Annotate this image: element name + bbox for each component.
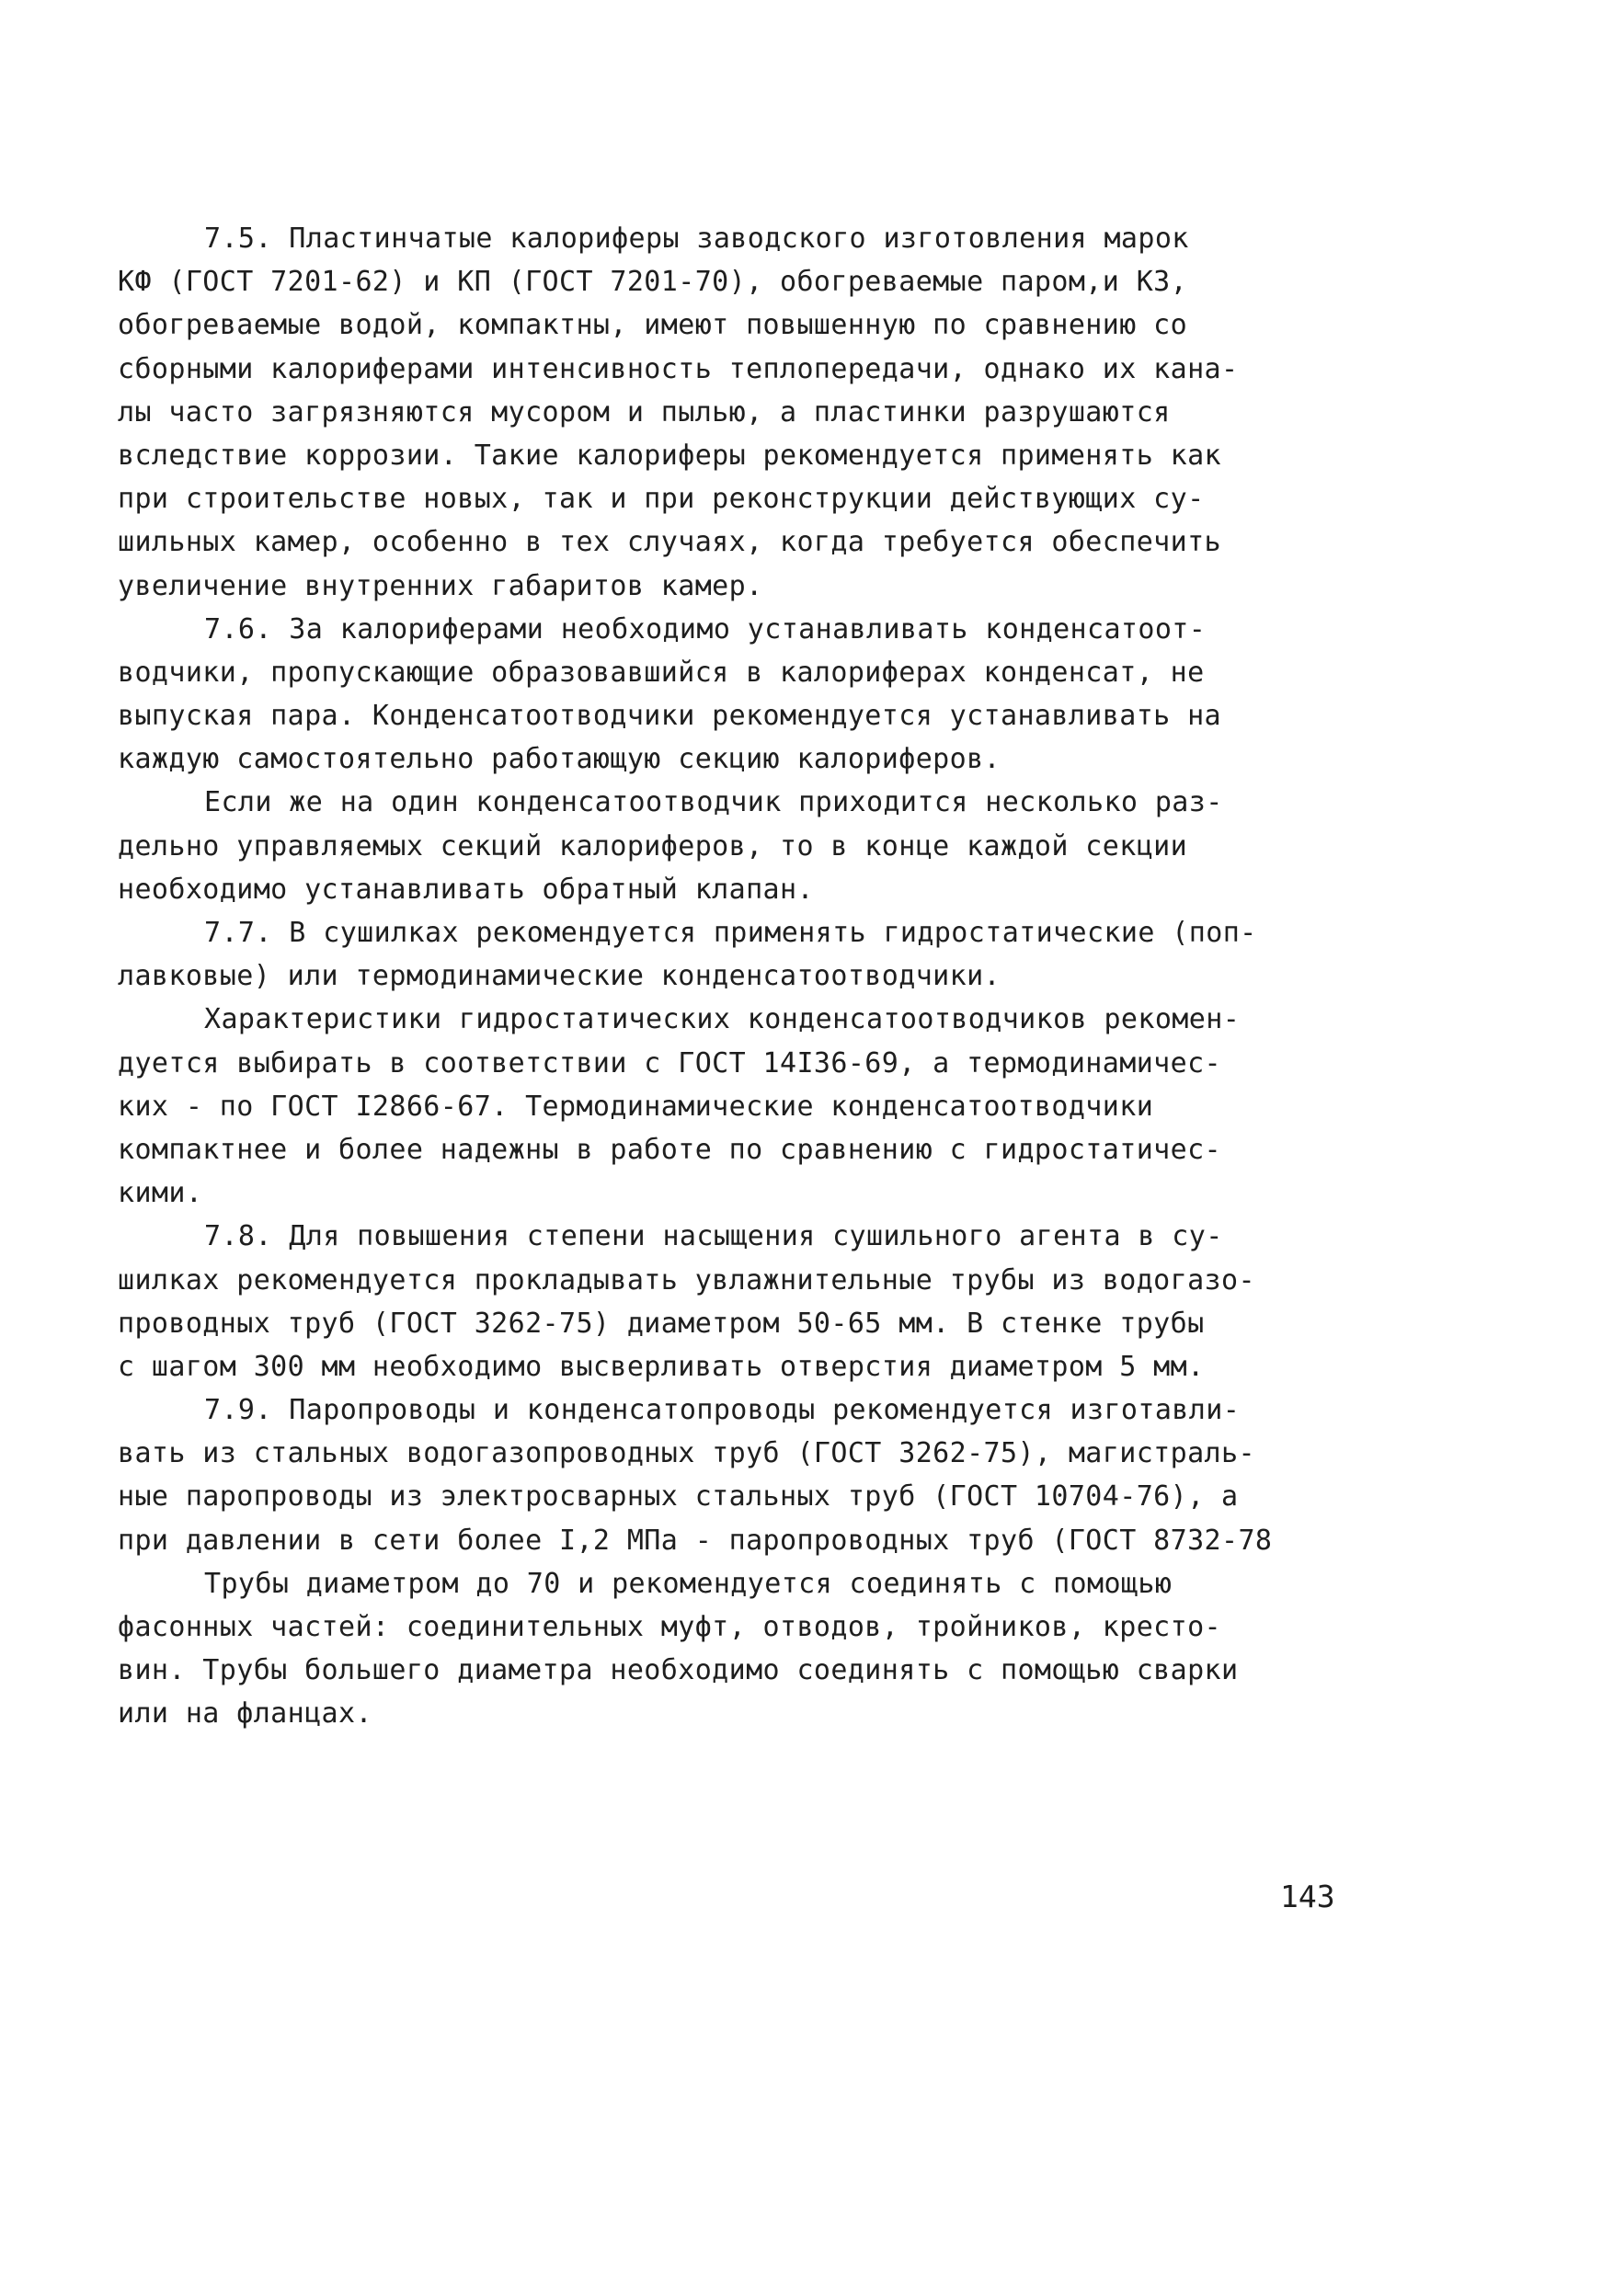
text-line: 7.5. Пластинчатые калориферы заводского изготовления марок <box>204 223 1189 255</box>
text-line: 7.7. В сушилках рекомендуется применять гидростатические (поп- <box>204 917 1257 949</box>
text-line: 7.8. Для повышения степени насыщения сушильного агента в су- <box>204 1220 1223 1253</box>
text-line: Если же на один конденсатоотводчик приходится несколько раз- <box>204 786 1223 819</box>
text-line: при давлении в сети более I,2 МПа - паропроводных труб (ГОСТ 8732-78 <box>118 1524 1273 1557</box>
text-line: водчики, пропускающие образовавшийся в калориферах конденсат, не <box>118 656 1205 689</box>
text-line: 7.9. Паропроводы и конденсатопроводы рекомендуется изготавли- <box>204 1394 1241 1427</box>
text-line: каждую самостоятельно работающую секцию калориферов. <box>118 743 1001 776</box>
text-line: кими. <box>118 1177 203 1210</box>
text-line: фасонных частей: соединительных муфт, отводов, тройников, кресто- <box>118 1611 1221 1643</box>
text-line: выпуская пара. Конденсатоотводчики рекомендуется устанавливать на <box>118 700 1221 733</box>
text-line: сборными калориферами интенсивность теплопередачи, однако их кана- <box>118 352 1239 385</box>
text-line: с шагом 300 мм необходимо высверливать отверстия диаметром 5 мм. <box>118 1350 1205 1383</box>
text-line: лавковые) или термодинамические конденсатоотводчики. <box>118 960 1001 993</box>
text-line: или на фланцах. <box>118 1697 372 1731</box>
text-line: вследствие коррозии. Такие калориферы рекомендуется применять как <box>118 439 1221 472</box>
text-line: шилках рекомендуется прокладывать увлажнительные трубы из водогазо- <box>118 1263 1255 1296</box>
text-line: ные паропроводы из электросварных стальных труб (ГОСТ 10704-76), а <box>118 1480 1239 1514</box>
text-line: КФ (ГОСТ 7201-62) и КП (ГОСТ 7201-70), обогреваемые паром,и КЗ, <box>118 266 1188 299</box>
text-line: дельно управляемых секций калориферов, то в конце каждой секции <box>118 829 1188 862</box>
text-line: дуется выбирать в соответствии с ГОСТ 14I36-69, а термодинамичес- <box>118 1046 1221 1079</box>
text-line: вин. Трубы большего диаметра необходимо соединять с помощью сварки <box>118 1654 1239 1687</box>
text-line: лы часто загрязняются мусором и пылью, а пластинки разрушаются <box>118 395 1171 428</box>
text-line: компактнее и более надежны в работе по сравнению с гидростатичес- <box>118 1133 1221 1166</box>
text-line: Трубы диаметром до 70 и рекомендуется соединять с помощью <box>204 1567 1173 1600</box>
text-line: шильных камер, особенно в тех случаях, когда требуется обеспечить <box>118 526 1221 559</box>
body-text <box>118 217 1405 1736</box>
text-line: 7.6. За калориферами необходимо устанавливать конденсатоот- <box>204 612 1207 645</box>
text-line: ких - по ГОСТ I2866-67. Термодинамические конденсатоотводчики <box>118 1090 1154 1123</box>
text-line: Характеристики гидростатических конденсатоотводчиков рекомен- <box>204 1003 1241 1036</box>
text-line: обогреваемые водой, компактны, имеют повышенную по сравнению со <box>118 309 1188 342</box>
text-line: при строительстве новых, так и при реконструкции действующих су- <box>118 483 1205 516</box>
text-line: необходимо устанавливать обратный клапан. <box>118 873 814 906</box>
text-line: увеличение внутренних габаритов камер. <box>118 569 763 602</box>
text-line: проводных труб (ГОСТ 3262-75) диаметром 50-65 мм. В стенке трубы <box>118 1307 1205 1340</box>
page-number: 143 <box>1280 1879 1335 1914</box>
text-line: вать из стальных водогазопроводных труб (ГОСТ 3262-75), магистраль- <box>118 1437 1255 1470</box>
